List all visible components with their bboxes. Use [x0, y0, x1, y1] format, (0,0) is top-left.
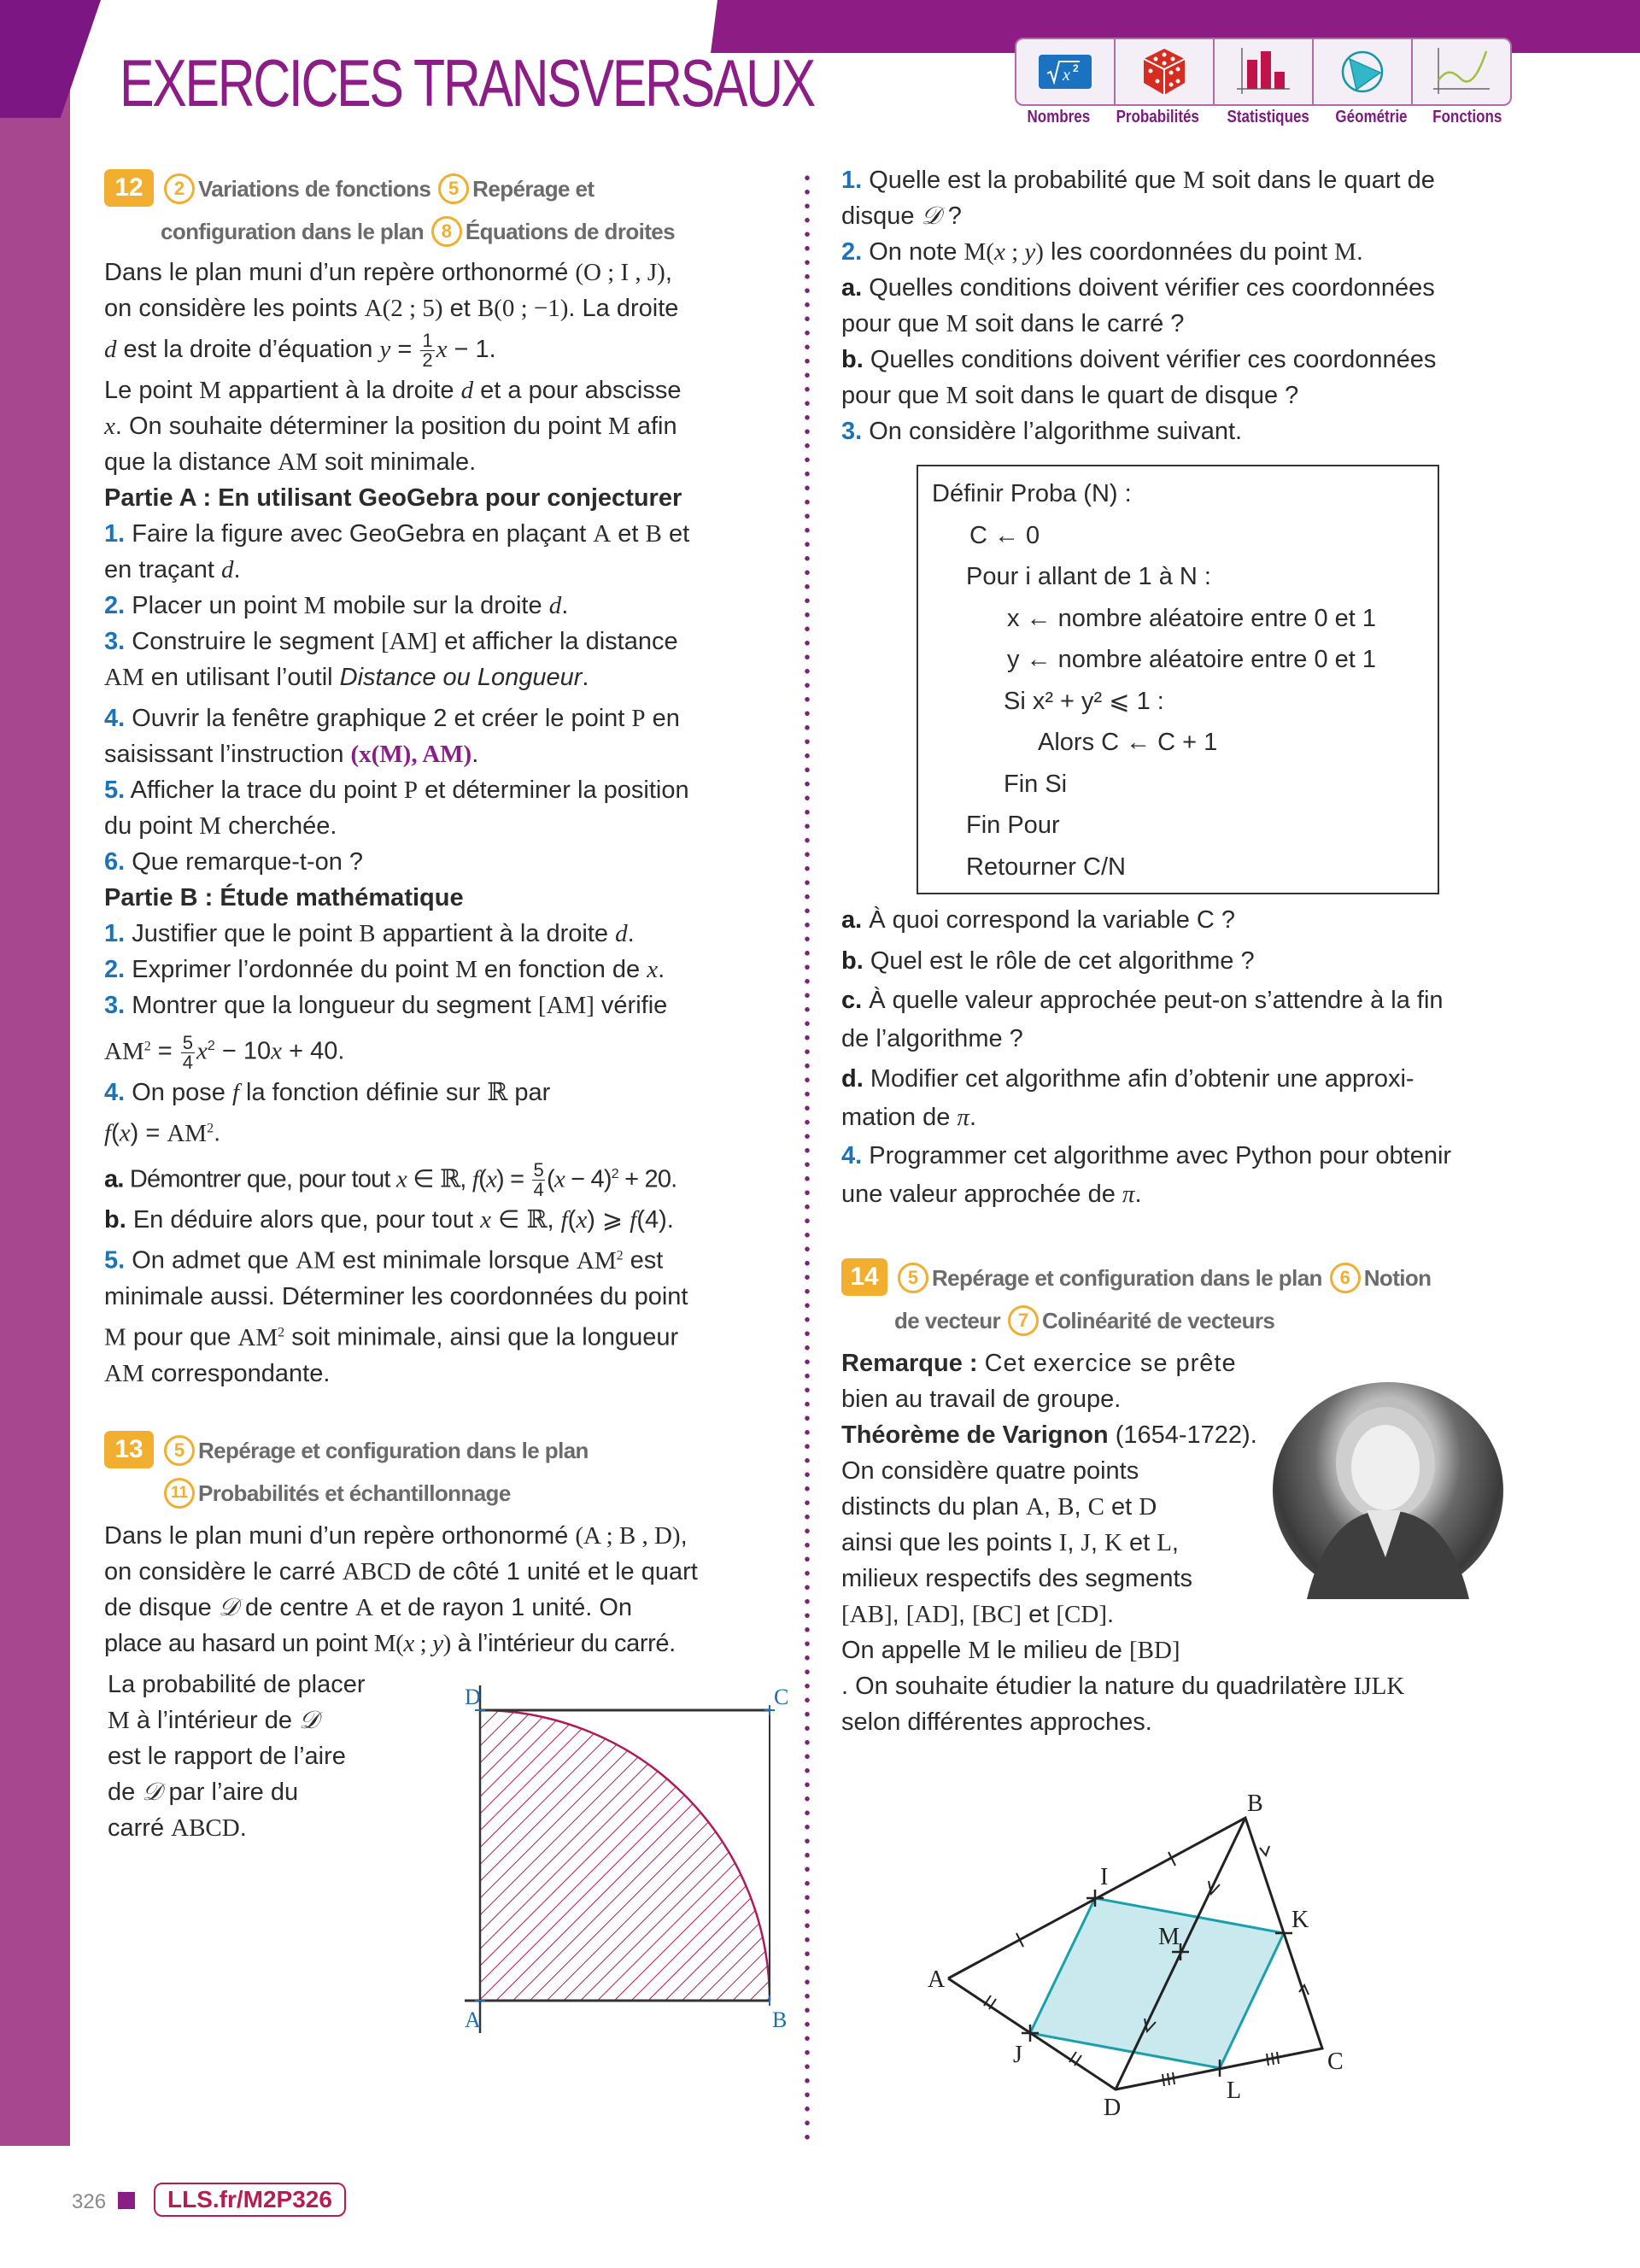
question-text: On considère l’algorithme suivant.: [869, 418, 1243, 445]
point-label-d: D: [1104, 2095, 1122, 2121]
text-line: x. On souhaite déterminer la position du point M afin: [104, 413, 677, 441]
figure-row: [104, 1667, 789, 2034]
text-line: on considère les points A(2 ; 5) et B(0 ; −1). La droite: [104, 295, 679, 323]
chapter-tag-continued: configuration dans le plan: [161, 219, 424, 245]
text-line: M à l’intérieur de 𝒟: [108, 1707, 319, 1735]
question-6: 6. Que remarque-t-on ?: [104, 848, 364, 876]
question-3a: a. À quoi correspond la variable C ?: [841, 906, 1236, 934]
text-line: pour que M soit dans le quart de disque ?: [841, 382, 1299, 409]
chapter-number-badge: 5: [438, 173, 469, 204]
algorithm-line: y ← nombre aléatoire entre 0 et 1: [1007, 646, 1377, 673]
vertex-label-b: B: [772, 2007, 788, 2033]
theme-icons-strip: [1015, 38, 1512, 106]
portrait-icon: [1273, 1382, 1503, 1599]
svg-text:x: x: [1063, 66, 1070, 85]
resource-link[interactable]: LLS.fr/M2P326: [154, 2183, 346, 2217]
theme-statistiques: [1215, 39, 1314, 104]
exercise-header: [104, 1429, 779, 1515]
chapter-tag: Repérage et: [472, 176, 594, 202]
question-text: Quelles conditions doivent vérifier ces coordonnées: [869, 274, 1435, 302]
algorithm-questions: [841, 900, 1516, 1212]
quarter-disc-figure: [412, 1661, 789, 2033]
question-3c: c. À quelle valeur approchée peut-on s’attendre à la fin: [841, 987, 1444, 1014]
text-line: . On souhaite étudier la nature du quadrilatère IJLK: [841, 1673, 1405, 1701]
chapter-tag: Repérage et configuration dans le plan: [198, 1437, 589, 1463]
text-line: Dans le plan muni d’un repère orthonormé (A ; B , D),: [104, 1522, 688, 1550]
theme-label-nombres: Nombres: [1027, 108, 1091, 126]
left-column: [104, 167, 789, 2034]
point-label-i: I: [1100, 1864, 1109, 1890]
question-4a: a. Démontrer que, pour tout x ∈ ℝ, f(x) = $\frac{5}{4}$ $(x - 4)^2 + 20$.: [104, 1159, 677, 1201]
question-1: 1. Quelle est la probabilité que M soit dans le quart de: [841, 167, 1435, 194]
question-5: 5. Afficher la trace du point P et déterminer la position: [104, 777, 689, 805]
theorem-years: (1654-1722).: [1115, 1421, 1257, 1450]
text-line: pour que M soit dans le carré ?: [841, 310, 1185, 337]
formula-line: $f(x) = AM^2$.: [104, 1119, 221, 1147]
column-divider: [805, 171, 810, 2144]
chapter-tag: Probabilités et échantillonnage: [198, 1480, 511, 1506]
text-line: AM correspondante.: [104, 1359, 331, 1387]
question-text: Que remarque-t-on ?: [132, 848, 364, 876]
bar-chart-icon: [1235, 46, 1292, 97]
point-label-m: M: [1158, 1924, 1180, 1950]
text-line: d est la droite d’équation y = $\frac{1}{2}$ x − 1.: [104, 330, 496, 372]
algorithm-line: Fin Si: [1004, 770, 1068, 798]
question-1: 1. Faire la figure avec GeoGebra en plaçant A et B et: [104, 520, 690, 548]
exercise-13: [104, 1429, 789, 2034]
chapter-number-badge: 5: [164, 1435, 195, 1466]
vertex-label-c: C: [774, 1685, 789, 1710]
theme-label-fonctions: Fonctions: [1432, 108, 1502, 126]
page-title: EXERCICES TRANSVERSAUX: [120, 45, 814, 120]
text-line: distincts du plan A, B, C et D: [841, 1493, 1157, 1521]
question-4b: b. En déduire alors que, pour tout x ∈ ℝ, f(x) ⩾ f(4).: [104, 1206, 674, 1234]
chapter-tag: Colinéarité de vecteurs: [1041, 1308, 1275, 1334]
geogebra-instruction: (x(M), AM): [350, 741, 472, 769]
vertex-label-d: D: [465, 1685, 481, 1710]
theorem-label: Théorème de Varignon: [841, 1421, 1109, 1450]
text-line: minimale aussi. Déterminer les coordonnées du point: [104, 1283, 688, 1311]
point-label-b: B: [1247, 1790, 1263, 1817]
text-line: disque 𝒟 ?: [841, 202, 962, 230]
side-note: [108, 1667, 365, 1846]
text-line: AM en utilisant l’outil Distance ou Longueur.: [104, 664, 589, 692]
triangle-in-circle-icon: [1339, 49, 1385, 95]
algorithm-line: Fin Pour: [966, 812, 1060, 839]
chapter-number-badge: 7: [1008, 1305, 1039, 1336]
square-root-icon: [1037, 53, 1093, 91]
question-2: 2. On note M(x ; y) les coordonnées du point M.: [841, 238, 1363, 266]
part-a-title: Partie A : En utilisant GeoGebra pour conjecturer: [104, 484, 682, 513]
formula-line: $AM^2$ = $\frac{5}{4}$ $x^2 - 10x + 40$.: [104, 1031, 345, 1073]
chapter-number-badge: 11: [164, 1478, 195, 1509]
question-3: 3. On considère l’algorithme suivant.: [841, 418, 1243, 445]
algorithm-line: Pour i allant de 1 à N :: [966, 563, 1211, 590]
theme-geometrie: [1314, 39, 1413, 104]
theme-nombres: [1016, 39, 1116, 104]
footer-square-icon: [118, 2192, 135, 2209]
text-line: en traçant d.: [104, 556, 241, 584]
chapter-number-badge: 2: [164, 173, 195, 204]
exercise-number-badge: 13: [104, 1431, 154, 1468]
vertex-label-a: A: [465, 2007, 481, 2033]
question-text: À quelle valeur approchée peut-on s’attendre à la fin: [869, 987, 1444, 1014]
question-2: 2. Placer un point M mobile sur la droite d.: [104, 592, 569, 620]
algorithm-line: Définir Proba (N) :: [932, 480, 1132, 507]
text-line: On considère quatre points: [841, 1457, 1139, 1486]
text-line: place au hasard un point M(x ; y) à l’intérieur du carré.: [104, 1630, 676, 1658]
left-corner-band: [0, 0, 101, 118]
text-line: du point M cherchée.: [104, 812, 337, 841]
text-line: milieux respectifs des segments: [841, 1565, 1192, 1593]
text-line: bien au travail de groupe.: [841, 1386, 1122, 1414]
theme-label-geometrie: Géométrie: [1335, 108, 1408, 126]
text-line: de l’algorithme ?: [841, 1025, 1023, 1052]
question-text: Quelles conditions doivent vérifier ces coordonnées: [870, 346, 1437, 373]
exercise-number-badge: 14: [841, 1258, 887, 1296]
text-line: carré ABCD.: [108, 1814, 247, 1843]
question-3: 3. Montrer que la longueur du segment [AM] vérifie: [104, 992, 668, 1020]
remark-label: Remarque :: [841, 1350, 978, 1378]
point-label-c: C: [1327, 2048, 1344, 2075]
chapter-tag: Variations de fonctions: [198, 176, 431, 202]
theme-label-statistiques: Statistiques: [1227, 108, 1309, 126]
theme-fonctions: [1413, 39, 1510, 104]
varignon-quadrilateral-figure: [905, 1777, 1435, 2119]
algorithm-box: [917, 465, 1439, 894]
text-line: on considère le carré ABCD de côté 1 unité et le quart: [104, 1558, 698, 1586]
algorithm-line: Alors C ← C + 1: [1038, 729, 1218, 756]
text-line: M pour que $AM^2$ soit minimale, ainsi que la longueur: [104, 1323, 679, 1351]
question-3: 3. Construire le segment [AM] et afficher la distance: [104, 628, 678, 656]
chapter-tag: Repérage et configuration dans le plan: [932, 1265, 1322, 1291]
question-text: Programmer cet algorithme avec Python pour obtenir: [869, 1142, 1452, 1169]
remark-line: Remarque : Cet exercice se prête: [841, 1350, 1237, 1378]
algorithm-line: x ← nombre aléatoire entre 0 et 1: [1007, 604, 1377, 632]
algorithm-line: Retourner C/N: [966, 853, 1126, 881]
chapter-tag: Notion: [1363, 1265, 1432, 1291]
theme-label-probabilites: Probabilités: [1116, 108, 1199, 126]
text-line: est le rapport de l’aire: [108, 1743, 346, 1771]
question-4: 4. On pose f la fonction définie sur ℝ par: [104, 1079, 551, 1107]
text-line: Le point M appartient à la droite d et a pour abscisse: [104, 377, 682, 405]
point-label-j: J: [1013, 2042, 1022, 2068]
question-2: 2. Exprimer l’ordonnée du point M en fonction de x.: [104, 956, 665, 984]
point-label-k: K: [1292, 1907, 1309, 1933]
question-2b: b. Quelles conditions doivent vérifier ces coordonnées: [841, 346, 1437, 373]
chapter-tag: Équations de droites: [465, 219, 676, 245]
question-5: 5. On admet que AM est minimale lorsque $AM^2$ est: [104, 1247, 664, 1275]
page-number: 326: [72, 2190, 107, 2213]
question-4: 4. Programmer cet algorithme avec Python pour obtenir: [841, 1142, 1452, 1169]
curve-graph-icon: [1432, 46, 1491, 97]
question-4: 4. Ouvrir la fenêtre graphique 2 et créer le point P en: [104, 705, 680, 733]
chapter-number-badge: 5: [898, 1263, 928, 1293]
exercise-12: [104, 167, 779, 1392]
left-color-band: [0, 0, 70, 2146]
part-b-title: Partie B : Étude mathématique: [104, 884, 464, 912]
question-3b: b. Quel est le rôle de cet algorithme ?: [841, 947, 1255, 975]
text-line: une valeur approchée de π.: [841, 1181, 1142, 1208]
question-text: Modifier cet algorithme afin d’obtenir une approxi-: [870, 1065, 1414, 1093]
exercise-header: [841, 1257, 1516, 1342]
theme-labels: [1022, 108, 1508, 127]
text-line: saisissant l’instruction (x(M), AM).: [104, 741, 479, 769]
exercise-intro: [104, 255, 779, 480]
algorithm-line: Si x² + y² ⩽ 1 :: [1004, 687, 1164, 715]
text-line: La probabilité de placer: [108, 1671, 366, 1699]
question-2a: a. Quelles conditions doivent vérifier ces coordonnées: [841, 274, 1435, 302]
exercise-header: [104, 167, 779, 253]
algorithm-line: C ← 0: [969, 521, 1040, 549]
exercise-intro: [104, 1518, 779, 1661]
text-line: ainsi que les points I, J, K et L,: [841, 1529, 1179, 1557]
question-text: Quel est le rôle de cet algorithme ?: [870, 947, 1255, 975]
question-1: 1. Justifier que le point B appartient à la droite d.: [104, 920, 635, 948]
text-line: de disque 𝒟 de centre A et de rayon 1 unité. On: [104, 1594, 633, 1622]
chapter-number-badge: 8: [431, 216, 462, 247]
varignon-portrait: [1273, 1382, 1503, 1599]
text-line: [AB], [AD], [BC] et [CD].: [841, 1601, 1115, 1629]
text-line: de 𝒟 par l’aire du: [108, 1779, 299, 1807]
chapter-number-badge: 6: [1330, 1263, 1361, 1293]
text-line: mation de π.: [841, 1104, 977, 1131]
text-line: que la distance AM soit minimale.: [104, 448, 477, 477]
text-line: On appelle M le milieu de [BD]: [841, 1637, 1180, 1665]
chapter-tag-continued: de vecteur: [894, 1308, 1001, 1334]
question-3d: d. Modifier cet algorithme afin d’obtenir une approxi-: [841, 1065, 1414, 1093]
text-line: selon différentes approches.: [841, 1708, 1152, 1737]
point-label-a: A: [928, 1966, 946, 1993]
dice-icon: [1140, 47, 1188, 97]
svg-text:2: 2: [1073, 62, 1079, 74]
exercise-number-badge: 12: [104, 169, 154, 207]
text-line: Dans le plan muni d’un repère orthonormé (O ; I , J),: [104, 259, 672, 287]
theme-probabilites: [1116, 39, 1215, 104]
point-label-l: L: [1227, 2078, 1242, 2104]
